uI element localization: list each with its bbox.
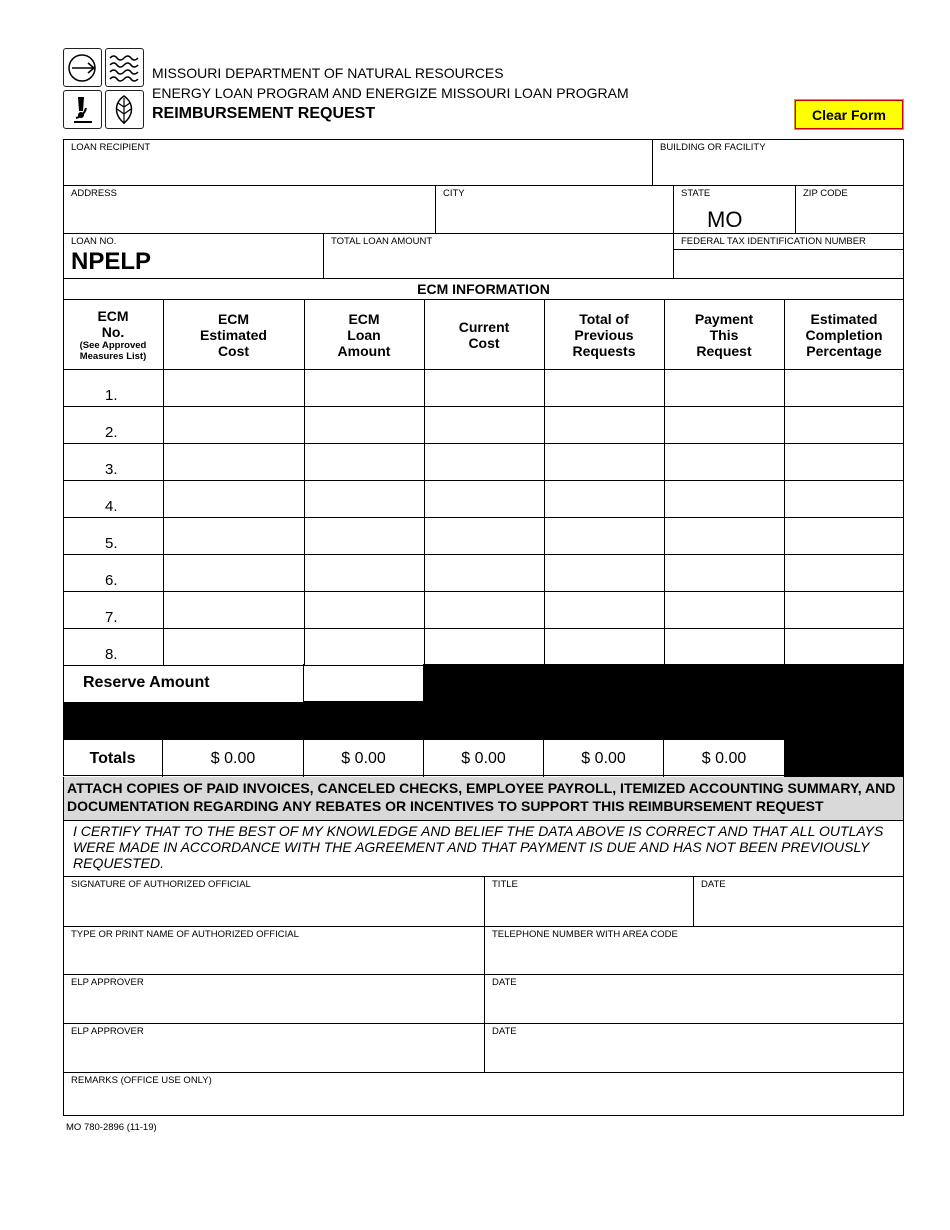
program-name: ENERGY LOAN PROGRAM AND ENERGIZE MISSOURI LOAN PROGRAM bbox=[152, 85, 629, 101]
form-number: MO 780-2896 (11-19) bbox=[66, 1122, 157, 1133]
total-payment: $ 0.00 bbox=[701, 749, 747, 767]
col-ecm-no-line2: No. bbox=[101, 323, 125, 340]
ecm-row-1-cell[interactable] bbox=[665, 370, 784, 406]
total-completion-blackout bbox=[784, 740, 904, 777]
ecm-row-5-cell[interactable] bbox=[164, 518, 304, 554]
table-row-divider bbox=[63, 665, 904, 666]
col-header-previous-requests bbox=[544, 300, 664, 369]
col-current-line2: Cost bbox=[468, 334, 500, 351]
remarks-label: REMARKS (OFFICE USE ONLY) bbox=[71, 1075, 212, 1086]
col-ecm-no-note1: (See Approved bbox=[79, 339, 147, 351]
loan-recipient-field[interactable] bbox=[63, 139, 653, 186]
title-field[interactable] bbox=[484, 876, 694, 927]
col-current-line1: Current bbox=[458, 318, 510, 335]
ecm-row-8-cell[interactable] bbox=[164, 629, 304, 665]
col-previous-line3: Requests bbox=[572, 342, 636, 359]
col-header-payment bbox=[664, 300, 784, 369]
col-ecm-no-note2: Measures List) bbox=[79, 350, 147, 362]
state-value: MO bbox=[707, 207, 743, 232]
col-completion-line3: Percentage bbox=[806, 342, 882, 359]
ecm-row-5-cell[interactable] bbox=[665, 518, 784, 554]
date-label: DATE bbox=[701, 879, 726, 890]
ecm-row-1-cell[interactable] bbox=[164, 370, 304, 406]
col-header-ecm-no bbox=[63, 300, 163, 369]
ecm-row-number: 5. bbox=[105, 535, 118, 552]
ecm-row-3-cell[interactable] bbox=[425, 444, 544, 480]
logo-leaf-icon bbox=[105, 90, 144, 129]
col-header-current-cost bbox=[424, 300, 544, 369]
elp-approver-1-date-field[interactable] bbox=[484, 974, 904, 1024]
ecm-row-2-cell[interactable] bbox=[785, 407, 904, 443]
zip-label: ZIP CODE bbox=[803, 188, 848, 199]
ecm-row-7-cell[interactable] bbox=[665, 592, 784, 628]
ecm-row-5-cell[interactable] bbox=[785, 518, 904, 554]
phone-label: TELEPHONE NUMBER WITH AREA CODE bbox=[492, 929, 678, 940]
attach-notice: ATTACH COPIES OF PAID INVOICES, CANCELED CHECKS, EMPLOYEE PAYROLL, ITEMIZED ACCOUNTING SUMMARY, AND DOCUMENTATION REGARDING ANY REBATES OR INCENTIVES TO SUPPORT THIS REIMBURSEMENT REQUEST bbox=[63, 777, 904, 821]
reserve-amount-field[interactable] bbox=[303, 664, 424, 702]
elp-approver-1-field[interactable] bbox=[63, 974, 485, 1024]
ecm-row-7-cell[interactable] bbox=[785, 592, 904, 628]
phone-field[interactable] bbox=[484, 926, 904, 975]
ecm-row-7-cell[interactable] bbox=[164, 592, 304, 628]
ecm-row-3-cell[interactable] bbox=[305, 444, 424, 480]
tax-id-field[interactable] bbox=[673, 233, 904, 250]
signature-field[interactable] bbox=[63, 876, 485, 927]
col-completion-line1: Estimated bbox=[810, 310, 878, 327]
reserve-blackout bbox=[424, 664, 904, 703]
ecm-row-3-cell[interactable] bbox=[665, 444, 784, 480]
col-est-cost-line1: ECM bbox=[217, 310, 250, 327]
ecm-row-6-cell[interactable] bbox=[665, 555, 784, 591]
city-field[interactable] bbox=[435, 185, 674, 234]
certification-text: I CERTIFY THAT TO THE BEST OF MY KNOWLEDGE AND BELIEF THE DATA ABOVE IS CORRECT AND THAT ALL OUTLAYS WERE MADE IN ACCORDANCE WITH THE AGREEMENT AND THAT PAYMENT IS DUE AND HAS NOT BEEN PREVIOUSLY REQUESTED. bbox=[63, 821, 904, 877]
reserve-amount-label: Reserve Amount bbox=[83, 674, 210, 691]
building-field[interactable] bbox=[652, 139, 904, 186]
ecm-row-1-cell[interactable] bbox=[425, 370, 544, 406]
ecm-row-6-cell[interactable] bbox=[305, 555, 424, 591]
loan-no-label: LOAN NO. bbox=[71, 236, 117, 247]
ecm-row-6-cell[interactable] bbox=[545, 555, 664, 591]
ecm-row-4-cell[interactable] bbox=[545, 481, 664, 517]
total-previous-requests: $ 0.00 bbox=[544, 740, 664, 777]
col-loan-amt-line2: Loan bbox=[347, 326, 381, 343]
ecm-row-5-cell[interactable] bbox=[545, 518, 664, 554]
ecm-row-1-cell[interactable] bbox=[785, 370, 904, 406]
ecm-row-8-cell[interactable] bbox=[665, 629, 784, 665]
address-field[interactable] bbox=[63, 185, 436, 234]
form-title: REIMBURSEMENT REQUEST bbox=[152, 105, 376, 122]
col-payment-line2: This bbox=[709, 326, 739, 343]
state-label: STATE bbox=[681, 188, 711, 199]
print-name-label: TYPE OR PRINT NAME OF AUTHORIZED OFFICIAL bbox=[71, 929, 299, 940]
ecm-row-7-cell[interactable] bbox=[425, 592, 544, 628]
date-field[interactable] bbox=[693, 876, 904, 927]
ecm-row-1-cell[interactable] bbox=[305, 370, 424, 406]
ecm-row-number: 3. bbox=[105, 461, 118, 478]
logo-air-icon bbox=[63, 48, 102, 87]
total-loan-field[interactable] bbox=[323, 233, 674, 279]
ecm-row-2-cell[interactable] bbox=[665, 407, 784, 443]
ecm-row-8-cell[interactable] bbox=[425, 629, 544, 665]
ecm-row-8-cell[interactable] bbox=[785, 629, 904, 665]
tax-id-label: FEDERAL TAX IDENTIFICATION NUMBER bbox=[681, 236, 866, 247]
ecm-row-number: 8. bbox=[105, 646, 118, 663]
ecm-row-8-cell[interactable] bbox=[545, 629, 664, 665]
ecm-row-1-cell[interactable] bbox=[545, 370, 664, 406]
col-ecm-no-line1: ECM bbox=[97, 307, 129, 324]
ecm-row-6-cell[interactable] bbox=[164, 555, 304, 591]
signature-label: SIGNATURE OF AUTHORIZED OFFICIAL bbox=[71, 879, 251, 890]
address-label: ADDRESS bbox=[71, 188, 117, 199]
remarks-field[interactable] bbox=[63, 1072, 904, 1116]
logo-water-icon bbox=[105, 48, 144, 87]
department-name: MISSOURI DEPARTMENT OF NATURAL RESOURCES bbox=[152, 65, 504, 81]
title-label: TITLE bbox=[492, 879, 518, 890]
col-header-completion bbox=[784, 300, 904, 369]
ecm-row-2-cell[interactable] bbox=[305, 407, 424, 443]
col-header-loan-amount bbox=[304, 300, 424, 369]
ecm-row-2-cell[interactable] bbox=[545, 407, 664, 443]
col-payment-line3: Request bbox=[696, 342, 752, 359]
col-est-cost-line3: Cost bbox=[217, 342, 250, 359]
elp-approver-2-date-label: DATE bbox=[492, 1026, 517, 1037]
col-loan-amt-line3: Amount bbox=[337, 342, 391, 359]
dnr-logo bbox=[63, 48, 144, 129]
col-payment-line1: Payment bbox=[694, 310, 754, 327]
state-field[interactable] bbox=[673, 185, 796, 234]
ecm-row-5-cell[interactable] bbox=[425, 518, 544, 554]
ecm-row-6-cell[interactable] bbox=[425, 555, 544, 591]
ecm-row-3-cell[interactable] bbox=[785, 444, 904, 480]
ecm-row-number: 6. bbox=[105, 572, 118, 589]
loan-no-value: NPELP bbox=[71, 248, 152, 275]
elp-approver-2-date-field[interactable] bbox=[484, 1023, 904, 1073]
ecm-row-4-cell[interactable] bbox=[665, 481, 784, 517]
col-previous-line2: Previous bbox=[574, 326, 634, 343]
col-previous-line1: Total of bbox=[579, 310, 629, 327]
col-loan-amt-line1: ECM bbox=[348, 310, 380, 327]
elp-approver-2-field[interactable] bbox=[63, 1023, 485, 1073]
ecm-row-4-cell[interactable] bbox=[164, 481, 304, 517]
total-current-cost: $ 0.00 bbox=[424, 740, 544, 777]
zip-field[interactable] bbox=[795, 185, 904, 234]
ecm-row-4-cell[interactable] bbox=[425, 481, 544, 517]
ecm-row-number: 2. bbox=[105, 424, 118, 441]
total-loan-label: TOTAL LOAN AMOUNT bbox=[331, 236, 433, 247]
ecm-section-title: ECM INFORMATION bbox=[63, 278, 904, 300]
ecm-row-number: 7. bbox=[105, 609, 118, 626]
ecm-row-3-cell[interactable] bbox=[164, 444, 304, 480]
col-header-est-cost bbox=[163, 300, 304, 369]
logo-microscope-icon bbox=[63, 90, 102, 129]
building-label: BUILDING OR FACILITY bbox=[660, 142, 766, 153]
ecm-row-7-cell[interactable] bbox=[545, 592, 664, 628]
loan-no-field[interactable] bbox=[63, 233, 324, 279]
ecm-row-number: 4. bbox=[105, 498, 118, 515]
ecm-row-4-cell[interactable] bbox=[305, 481, 424, 517]
total-est-cost: $ 0.00 bbox=[163, 740, 304, 777]
spacer-blackout bbox=[63, 702, 904, 740]
ecm-row-2-cell[interactable] bbox=[164, 407, 304, 443]
ecm-row-8-cell[interactable] bbox=[305, 629, 424, 665]
totals-label: Totals bbox=[63, 740, 163, 777]
ecm-row-4-cell[interactable] bbox=[785, 481, 904, 517]
total-loan-amount: $ 0.00 bbox=[304, 740, 424, 777]
ecm-row-5-cell[interactable] bbox=[305, 518, 424, 554]
print-name-field[interactable] bbox=[63, 926, 485, 975]
clear-form-button[interactable]: Clear Form bbox=[794, 99, 904, 130]
city-label: CITY bbox=[443, 188, 465, 199]
elp-approver-1-label: ELP APPROVER bbox=[71, 977, 144, 988]
elp-approver-2-label: ELP APPROVER bbox=[71, 1026, 144, 1037]
ecm-row-3-cell[interactable] bbox=[545, 444, 664, 480]
ecm-row-7-cell[interactable] bbox=[305, 592, 424, 628]
col-est-cost-line2: Estimated bbox=[200, 326, 267, 343]
ecm-row-2-cell[interactable] bbox=[425, 407, 544, 443]
ecm-row-6-cell[interactable] bbox=[785, 555, 904, 591]
elp-approver-1-date-label: DATE bbox=[492, 977, 517, 988]
ecm-row-number: 1. bbox=[105, 387, 118, 404]
col-completion-line2: Completion bbox=[805, 326, 883, 343]
loan-recipient-label: LOAN RECIPIENT bbox=[71, 142, 151, 153]
